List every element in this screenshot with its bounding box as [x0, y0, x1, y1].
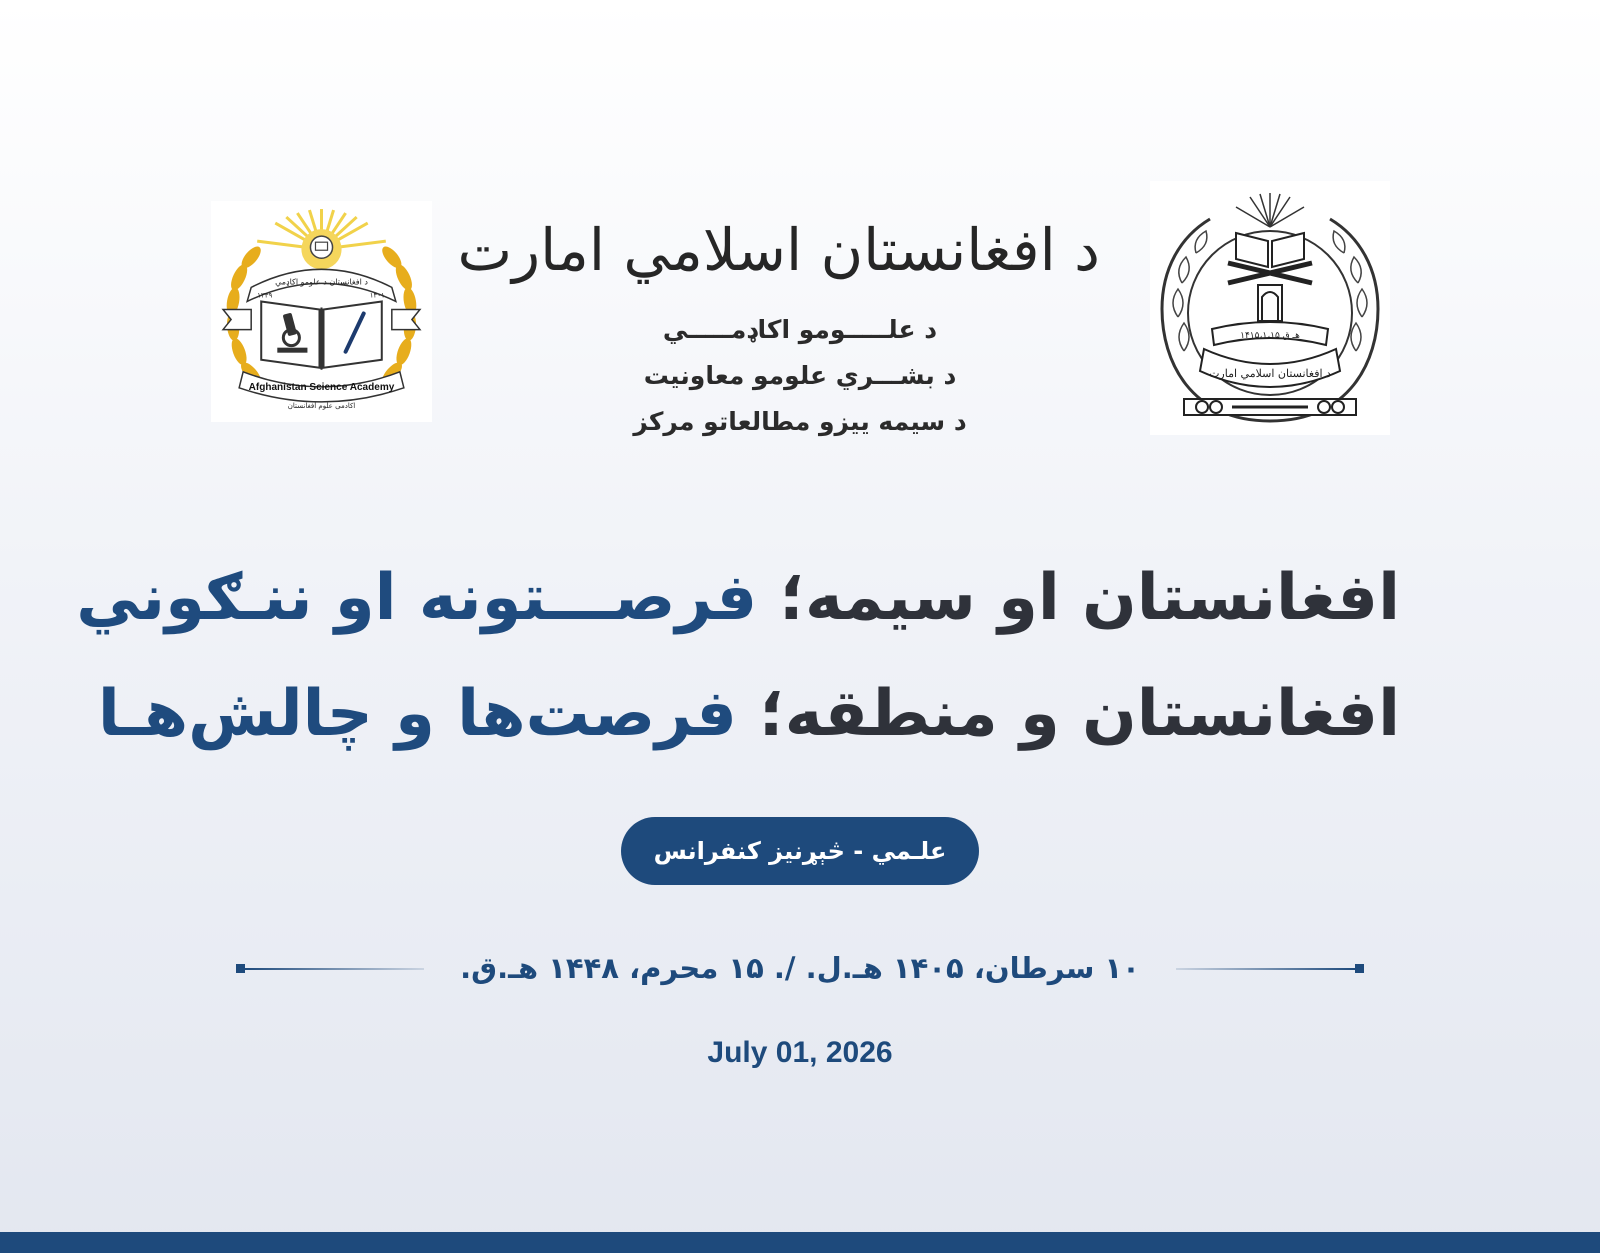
divider-right: [1176, 968, 1356, 970]
hijri-date-row: [236, 940, 1364, 996]
academy-ring-text: د افغانستان د علومو اکاډمي: [275, 277, 368, 287]
bottom-accent-bar: [0, 1232, 1600, 1253]
title-line-dari: [97, 656, 1400, 772]
academy-seal-icon: [211, 201, 432, 422]
conference-type-label: علـمي - څېړنيز کنفرانس: [653, 837, 947, 865]
org-header: [457, 205, 1100, 445]
emirate-calligraphy-title: د افغانستان اسلامي امارت: [457, 216, 1100, 284]
emirate-emblem-icon: [1150, 181, 1390, 435]
org-lines: [500, 307, 1100, 445]
emblem-date-text: ۱۴۱۵،۱،۱۵ هـ ق: [1240, 331, 1300, 341]
org-line-center: د سیمه ییزو مطالعاتو مرکز: [633, 407, 967, 436]
hijri-date: ۱۰ سرطان، ۱۴۰۵ هـ.ل. /. ۱۵ محرم، ۱۴۴۸ هـ.ق.: [460, 951, 1140, 985]
title-dari-main: افغانستان و منطقه؛: [736, 677, 1400, 751]
conference-title: [76, 540, 1400, 772]
academy-year-left: ۱۳۴۹: [257, 290, 273, 300]
title-line-pashto: [76, 540, 1400, 656]
academy-banner-text: Afghanistan Science Academy: [248, 381, 395, 393]
divider-left: [244, 968, 424, 970]
title-pashto-main: افغانستان او سیمه؛: [757, 561, 1400, 635]
org-line-deputy: د بشـــري علومو معاونیت: [643, 361, 957, 390]
rule-dot-right: [1355, 964, 1364, 973]
org-line-academy: د علـــــومو اکاډمـــــي: [662, 315, 938, 344]
academy-year-right: ۱۴۰۱: [369, 290, 385, 300]
gregorian-date: July 01, 2026: [707, 1036, 893, 1069]
academy-ribbon-text: اکادمی علوم افغانستان: [287, 400, 356, 410]
title-pashto-accent: فرصـــتونه او ننـګوني: [76, 561, 758, 635]
emblem-script-text: د افغانستان اسلامي امارت: [1209, 367, 1331, 380]
title-dari-accent: فرصت‌ها و چالش‌هـا: [97, 677, 737, 751]
academy-logo: [211, 201, 432, 422]
emirate-emblem: [1150, 181, 1390, 435]
conference-type-badge: [621, 817, 979, 885]
